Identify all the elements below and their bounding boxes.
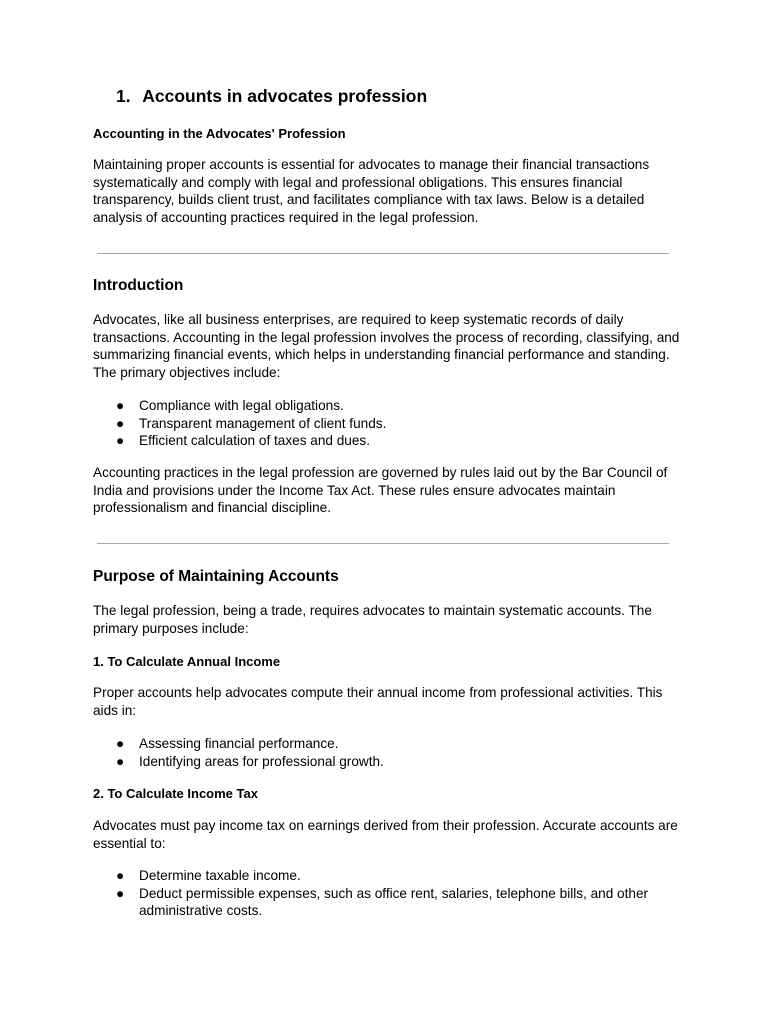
- list-item: ● Assessing financial performance.: [116, 736, 339, 751]
- document-title: [116, 86, 427, 107]
- list-item: ● Identifying areas for professional growth.: [116, 753, 384, 769]
- annual-income-bullet-list: [93, 735, 683, 770]
- introduction-bullet-list: [93, 397, 683, 450]
- document-subtitle: Accounting in the Advocates' Profession: [93, 126, 346, 141]
- purpose-paragraph: The legal profession, being a trade, requires advocates to maintain systematic accounts. The primary purposes include:: [93, 603, 652, 636]
- intro-paragraph: Maintaining proper accounts is essential for advocates to manage their financial transactions systematically and comply with legal and professional obligations. This ensures financial transparency, builds client trust, and facilitates compliance with tax laws. Below is a detailed analysis of accounting practices required in the legal profession.: [93, 157, 650, 225]
- bullet-icon: ●: [116, 885, 125, 901]
- list-item: ● Deduct permissible expenses, such as office rent, salaries, telephone bills, and other administrative costs.: [116, 885, 649, 918]
- bullet-icon: ●: [116, 868, 125, 883]
- income-tax-paragraph: Advocates must pay income tax on earnings derived from their profession. Accurate accounts are essential to:: [93, 818, 678, 851]
- income-tax-bullet-list: [93, 867, 683, 920]
- governance-paragraph: Accounting practices in the legal profession are governed by rules laid out by the Bar Council of India and provisions under the Income Tax Act. These rules ensure advocates maintain professionalism and financial discipline.: [93, 465, 668, 515]
- section-divider: [97, 253, 669, 254]
- section-divider: [97, 543, 669, 544]
- bullet-icon: ●: [116, 753, 125, 769]
- list-item: ● Transparent management of client funds.: [116, 415, 387, 431]
- introduction-heading: Introduction: [93, 277, 184, 294]
- list-item: ● Efficient calculation of taxes and dues.: [116, 433, 370, 448]
- income-tax-heading: 2. To Calculate Income Tax: [93, 786, 258, 801]
- annual-income-heading: 1. To Calculate Annual Income: [93, 654, 281, 669]
- bullet-icon: ●: [116, 433, 125, 448]
- annual-income-paragraph: Proper accounts help advocates compute their annual income from professional activities. This aids in:: [93, 685, 663, 718]
- list-item: ● Determine taxable income.: [116, 868, 301, 883]
- bullet-icon: ●: [116, 398, 125, 413]
- bullet-icon: ●: [116, 736, 125, 751]
- title-text: Accounts in advocates profession: [142, 86, 428, 106]
- bullet-icon: ●: [116, 415, 125, 431]
- purpose-heading: Purpose of Maintaining Accounts: [93, 568, 339, 585]
- introduction-paragraph: Advocates, like all business enterprises, are required to keep systematic records of daily transactions. Accounting in the legal profession involves the process of recording, classifying, and summarizing financial events, which helps in understanding financial performance and standing. The primary objectives include:: [93, 312, 680, 380]
- list-item: ● Compliance with legal obligations.: [116, 398, 344, 413]
- title-number: 1.: [116, 86, 131, 106]
